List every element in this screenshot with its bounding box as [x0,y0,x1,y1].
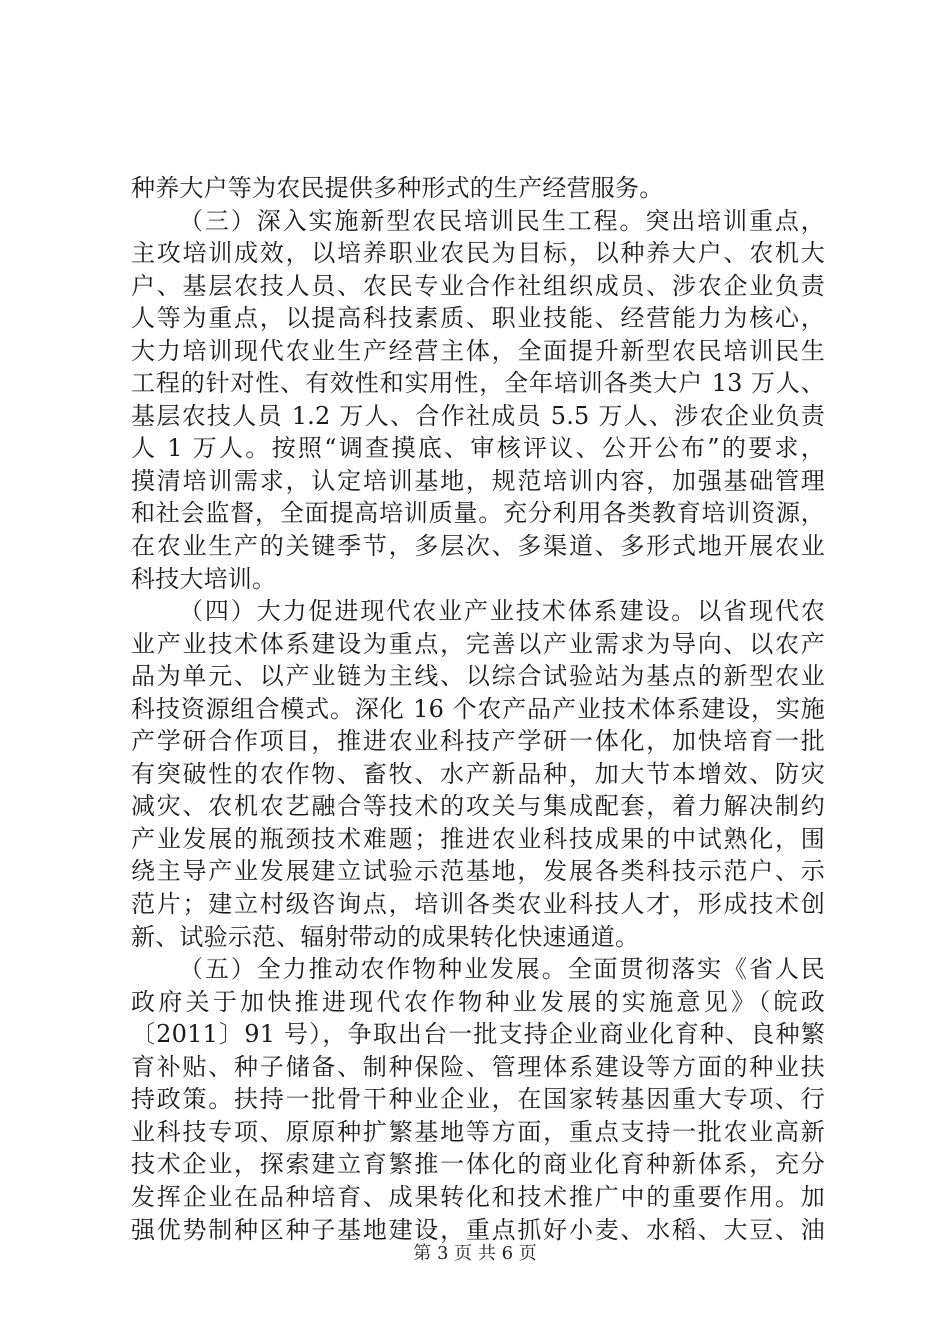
text-line: 〔2011〕91 号），争取出台一批支持企业商业化育种、良种繁 [131,1020,825,1049]
text-line: 有突破性的农作物、畜牧、水产新品种，加大节本增效、防灾 [131,759,825,788]
text-line: 强优势制种区种子基地建设，重点抓好小麦、水稻、大豆、油 [131,1215,825,1244]
text-line: 和社会监督，全面提高培训质量。充分利用各类教育培训资源， [131,499,825,528]
text-line: 绕主导产业发展建立试验示范基地，发展各类科技示范户、示 [131,857,825,886]
text-line: 减灾、农机农艺融合等技术的攻关与集成配套，着力解决制约 [131,792,825,821]
text-line: （三）深入实施新型农民培训民生工程。突出培训重点， [179,206,825,235]
text-line: 在农业生产的关键季节，多层次、多渠道、多形式地开展农业 [131,532,825,561]
text-line: 科技资源组合模式。深化 16 个农产品产业技术体系建设，实施 [131,694,825,723]
text-line: 大力培训现代农业生产经营主体，全面提升新型农民培训民生 [131,336,825,365]
text-line: 品为单元、以产业链为主线、以综合试验站为基点的新型农业 [131,662,825,691]
text-line: 新、试验示范、辐射带动的成果转化快速通道。 [131,922,640,951]
page-footer: 第 3 页 共 6 页 [413,1243,537,1264]
text-line: 业产业技术体系建设为重点，完善以产业需求为导向、以农产 [131,629,825,658]
text-line: 育补贴、种子储备、制种保险、管理体系建设等方面的种业扶 [131,1052,825,1081]
text-line: 政府关于加快推进现代农作物种业发展的实施意见》（皖政 [131,987,825,1016]
text-line: 业科技专项、原原种扩繁基地等方面，重点支持一批农业高新 [131,1117,825,1146]
text-line: 产学研合作项目，推进农业科技产学研一体化，加快培育一批 [131,727,825,756]
document-body [131,172,825,1246]
text-line: 户、基层农技人员、农民专业合作社组织成员、涉农企业负责 [131,271,825,300]
text-line: 工程的针对性、有效性和实用性，全年培训各类大户 13 万人、 [131,369,825,398]
text-line: 持政策。扶持一批骨干种业企业，在国家转基因重大专项、行 [131,1085,825,1114]
text-line: 科技大培训。 [131,564,277,593]
text-line: 基层农技人员 1.2 万人、合作社成员 5.5 万人、涉农企业负责 [131,401,825,430]
text-line: 主攻培训成效，以培养职业农民为目标，以种养大户、农机大 [131,239,825,268]
text-line: 产业发展的瓶颈技术难题；推进农业科技成果的中试熟化，围 [131,824,825,853]
text-line: （四）大力促进现代农业产业技术体系建设。以省现代农 [179,597,825,626]
text-line: （五）全力推动农作物种业发展。全面贯彻落实《省人民 [179,955,825,984]
text-line: 人 1 万人。按照“调查摸底、审核评议、公开公布”的要求， [131,434,825,463]
text-line: 范片；建立村级咨询点，培训各类农业科技人才，形成技术创 [131,890,825,919]
text-line: 技术企业，探索建立育繁推一体化的商业化育种新体系，充分 [131,1150,825,1179]
text-line: 种养大户等为农民提供多种形式的生产经营服务。 [131,174,664,202]
text-line: 发挥企业在品种培育、成果转化和技术推广中的重要作用。加 [131,1182,825,1211]
text-line: 人等为重点，以提高科技素质、职业技能、经营能力为核心， [131,304,825,333]
text-line: 摸清培训需求，认定培训基地，规范培训内容，加强基础管理 [131,466,825,495]
